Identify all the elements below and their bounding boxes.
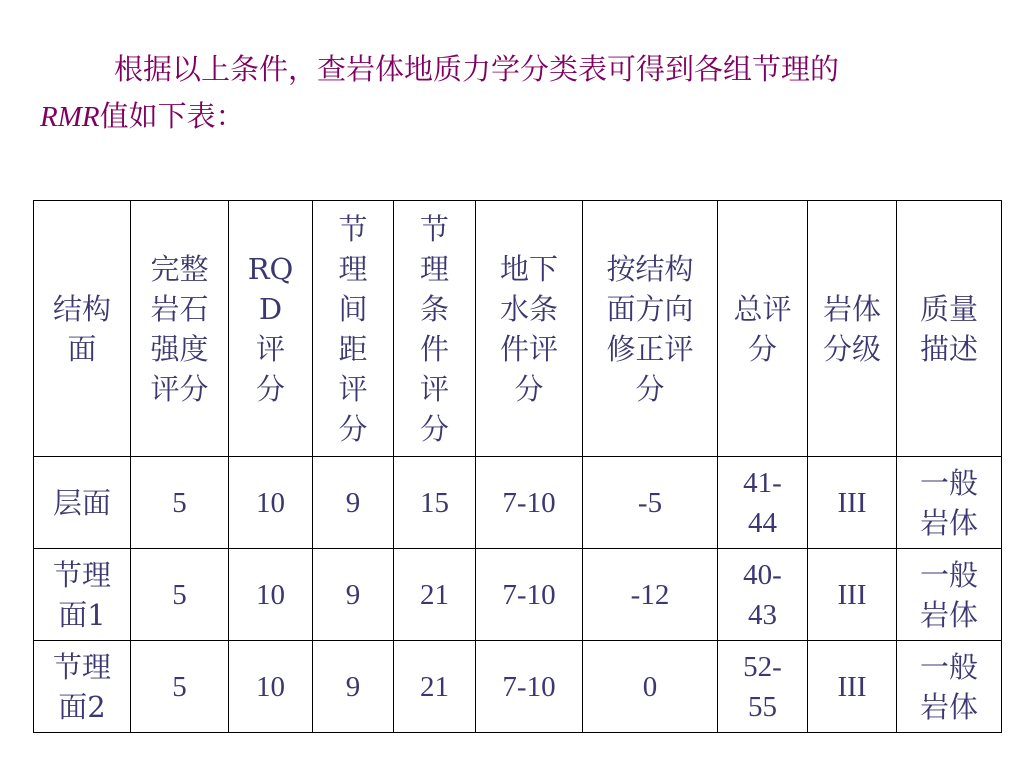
intro-paragraph <box>40 46 1000 141</box>
cell-total-score: 41-44 <box>718 457 808 549</box>
cell-quality: 一般岩体 <box>897 457 1002 549</box>
cell-groundwater: 7-10 <box>476 549 583 641</box>
header-joint-spacing: 节理间距评分 <box>313 201 394 457</box>
cell-rock-strength: 5 <box>131 457 229 549</box>
rmr-table <box>33 200 1002 733</box>
cell-orientation-adjustment: -5 <box>583 457 718 549</box>
header-groundwater: 地下水条件评分 <box>476 201 583 457</box>
cell-joint-condition: 21 <box>394 549 476 641</box>
cell-structure-plane: 层面 <box>34 457 131 549</box>
cell-joint-condition: 21 <box>394 641 476 733</box>
cell-joint-spacing: 9 <box>313 457 394 549</box>
cell-rqd: 10 <box>229 549 313 641</box>
cell-structure-plane: 节理面1 <box>34 549 131 641</box>
cell-rock-class: III <box>808 641 897 733</box>
cell-orientation-adjustment: 0 <box>583 641 718 733</box>
cell-quality: 一般岩体 <box>897 641 1002 733</box>
cell-joint-condition: 15 <box>394 457 476 549</box>
header-rqd: RQD评分 <box>229 201 313 457</box>
header-structure-plane: 结构面 <box>34 201 131 457</box>
cell-total-score: 52-55 <box>718 641 808 733</box>
header-total-score: 总评分 <box>718 201 808 457</box>
table-header-row <box>34 201 1002 457</box>
table-row <box>34 549 1002 641</box>
cell-groundwater: 7-10 <box>476 641 583 733</box>
header-joint-condition: 节理条件评分 <box>394 201 476 457</box>
header-orientation-adjustment: 按结构面方向修正评分 <box>583 201 718 457</box>
header-rock-class: 岩体分级 <box>808 201 897 457</box>
cell-rock-strength: 5 <box>131 549 229 641</box>
intro-line1: 根据以上条件，查岩体地质力学分类表可得到各组节理的 <box>114 52 840 86</box>
cell-rock-strength: 5 <box>131 641 229 733</box>
cell-groundwater: 7-10 <box>476 457 583 549</box>
cell-joint-spacing: 9 <box>313 641 394 733</box>
cell-quality: 一般岩体 <box>897 549 1002 641</box>
cell-rock-class: III <box>808 549 897 641</box>
cell-structure-plane: 节理面2 <box>34 641 131 733</box>
table-row <box>34 641 1002 733</box>
header-rock-strength: 完整岩石强度评分 <box>131 201 229 457</box>
cell-rqd: 10 <box>229 457 313 549</box>
rmr-term: RMR <box>40 101 100 133</box>
cell-total-score: 40-43 <box>718 549 808 641</box>
cell-rqd: 10 <box>229 641 313 733</box>
table-row <box>34 457 1002 549</box>
intro-line2: 值如下表： <box>99 99 245 133</box>
cell-orientation-adjustment: -12 <box>583 549 718 641</box>
cell-rock-class: III <box>808 457 897 549</box>
cell-joint-spacing: 9 <box>313 549 394 641</box>
header-quality: 质量描述 <box>897 201 1002 457</box>
